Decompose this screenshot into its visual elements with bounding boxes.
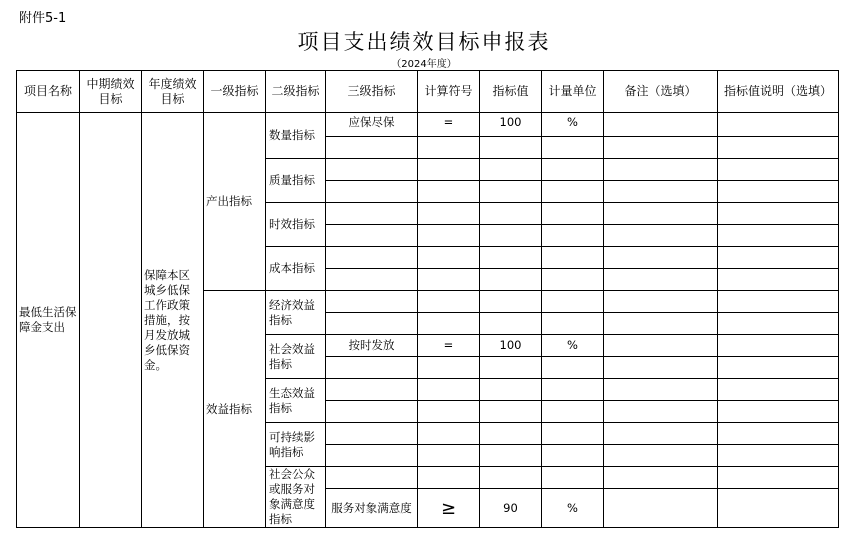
value-cell (480, 401, 542, 423)
symbol-cell (418, 445, 480, 467)
level2-sustainable-cell: 可持续影响指标 (266, 423, 326, 467)
value-cell (480, 291, 542, 313)
symbol-cell (418, 401, 480, 423)
level3-cell (326, 401, 418, 423)
level3-cell (326, 379, 418, 401)
symbol-cell (418, 269, 480, 291)
level3-cell: 按时发放 (326, 335, 418, 357)
value-description-cell (718, 159, 839, 181)
value-description-cell (718, 137, 839, 159)
level3-cell (326, 467, 418, 489)
unit-cell (542, 225, 604, 247)
symbol-cell (418, 357, 480, 379)
value-cell: 100 (480, 113, 542, 137)
value-cell (480, 467, 542, 489)
symbol-cell (418, 137, 480, 159)
symbol-cell (418, 181, 480, 203)
symbol-cell (418, 423, 480, 445)
level3-cell (326, 159, 418, 181)
value-description-cell (718, 357, 839, 379)
note-cell (604, 379, 718, 401)
note-cell (604, 203, 718, 225)
value-description-cell (718, 291, 839, 313)
value-description-cell (718, 467, 839, 489)
annual-goal-cell: 保障本区城乡低保工作政策措施，按月发放城乡低保资金。 (142, 113, 204, 528)
level3-cell: 服务对象满意度 (326, 489, 418, 528)
unit-cell (542, 401, 604, 423)
value-description-cell (718, 313, 839, 335)
note-cell (604, 357, 718, 379)
unit-cell (542, 379, 604, 401)
header-cell: 三级指标 (326, 71, 418, 113)
header-cell: 指标值 (480, 71, 542, 113)
note-cell (604, 113, 718, 137)
value-description-cell (718, 401, 839, 423)
unit-cell (542, 313, 604, 335)
level3-cell (326, 203, 418, 225)
note-cell (604, 291, 718, 313)
note-cell (604, 423, 718, 445)
unit-cell (542, 159, 604, 181)
header-cell: 计算符号 (418, 71, 480, 113)
unit-cell (542, 291, 604, 313)
level3-cell (326, 225, 418, 247)
unit-cell (542, 357, 604, 379)
value-description-cell (718, 225, 839, 247)
header-row (17, 71, 839, 113)
level3-cell (326, 269, 418, 291)
unit-cell (542, 269, 604, 291)
unit-cell (542, 203, 604, 225)
note-cell (604, 445, 718, 467)
value-cell (480, 423, 542, 445)
header-cell: 项目名称 (17, 71, 80, 113)
symbol-cell: ≥ (418, 489, 480, 528)
value-description-cell (718, 269, 839, 291)
value-cell (480, 269, 542, 291)
level1-output-cell: 产出指标 (204, 113, 266, 291)
symbol-cell (418, 247, 480, 269)
symbol-cell (418, 203, 480, 225)
symbol-cell (418, 313, 480, 335)
header-cell: 指标值说明（选填） (718, 71, 839, 113)
note-cell (604, 159, 718, 181)
symbol-cell (418, 379, 480, 401)
value-description-cell (718, 113, 839, 137)
value-cell (480, 203, 542, 225)
level2-social-cell: 社会效益指标 (266, 335, 326, 379)
symbol-cell (418, 467, 480, 489)
header-cell: 一级指标 (204, 71, 266, 113)
level2-quantity-cell: 数量指标 (266, 113, 326, 159)
note-cell (604, 269, 718, 291)
note-cell (604, 467, 718, 489)
value-cell (480, 357, 542, 379)
mid-term-goal-cell (80, 113, 142, 528)
page-title: 项目支出绩效目标申报表 (297, 30, 551, 54)
note-cell (604, 181, 718, 203)
unit-cell (542, 445, 604, 467)
level2-economic-cell: 经济效益指标 (266, 291, 326, 335)
table-row (17, 113, 839, 137)
level3-cell (326, 291, 418, 313)
note-cell (604, 225, 718, 247)
value-cell (480, 247, 542, 269)
header-cell: 中期绩效目标 (80, 71, 142, 113)
value-cell (480, 379, 542, 401)
level1-benefit-cell: 效益指标 (204, 291, 266, 528)
level3-cell (326, 247, 418, 269)
symbol-cell: = (418, 335, 480, 357)
performance-target-table (16, 70, 839, 528)
note-cell (604, 247, 718, 269)
level3-cell (326, 137, 418, 159)
level2-timeliness-cell: 时效指标 (266, 203, 326, 247)
level3-cell (326, 423, 418, 445)
value-cell (480, 225, 542, 247)
value-description-cell (718, 203, 839, 225)
value-description-cell (718, 335, 839, 357)
level3-cell (326, 181, 418, 203)
unit-cell: % (542, 113, 604, 137)
value-cell (480, 313, 542, 335)
header-cell: 年度绩效目标 (142, 71, 204, 113)
project-name-cell: 最低生活保障金支出 (17, 113, 80, 528)
symbol-cell (418, 291, 480, 313)
level3-cell (326, 357, 418, 379)
note-cell (604, 137, 718, 159)
level2-ecological-cell: 生态效益指标 (266, 379, 326, 423)
unit-cell: % (542, 335, 604, 357)
value-description-cell (718, 247, 839, 269)
note-cell (604, 401, 718, 423)
header-cell: 备注（选填） (604, 71, 718, 113)
year-label: （2024年度） (391, 59, 457, 70)
value-description-cell (718, 489, 839, 528)
level2-quality-cell: 质量指标 (266, 159, 326, 203)
unit-cell: % (542, 489, 604, 528)
level3-cell (326, 313, 418, 335)
value-cell (480, 159, 542, 181)
value-description-cell (718, 181, 839, 203)
note-cell (604, 489, 718, 528)
header-cell: 二级指标 (266, 71, 326, 113)
level2-satisfaction-cell: 社会公众或服务对象满意度指标 (266, 467, 326, 528)
value-cell (480, 137, 542, 159)
unit-cell (542, 423, 604, 445)
value-cell (480, 445, 542, 467)
value-cell: 90 (480, 489, 542, 528)
symbol-cell (418, 159, 480, 181)
symbol-cell: = (418, 113, 480, 137)
unit-cell (542, 247, 604, 269)
level3-cell (326, 445, 418, 467)
value-description-cell (718, 445, 839, 467)
value-description-cell (718, 379, 839, 401)
value-description-cell (718, 423, 839, 445)
level3-cell: 应保尽保 (326, 113, 418, 137)
value-cell: 100 (480, 335, 542, 357)
value-cell (480, 181, 542, 203)
note-cell (604, 313, 718, 335)
note-cell (604, 335, 718, 357)
level2-cost-cell: 成本指标 (266, 247, 326, 291)
unit-cell (542, 181, 604, 203)
header-cell: 计量单位 (542, 71, 604, 113)
attachment-label: 附件5-1 (19, 11, 67, 26)
symbol-cell (418, 225, 480, 247)
unit-cell (542, 467, 604, 489)
unit-cell (542, 137, 604, 159)
